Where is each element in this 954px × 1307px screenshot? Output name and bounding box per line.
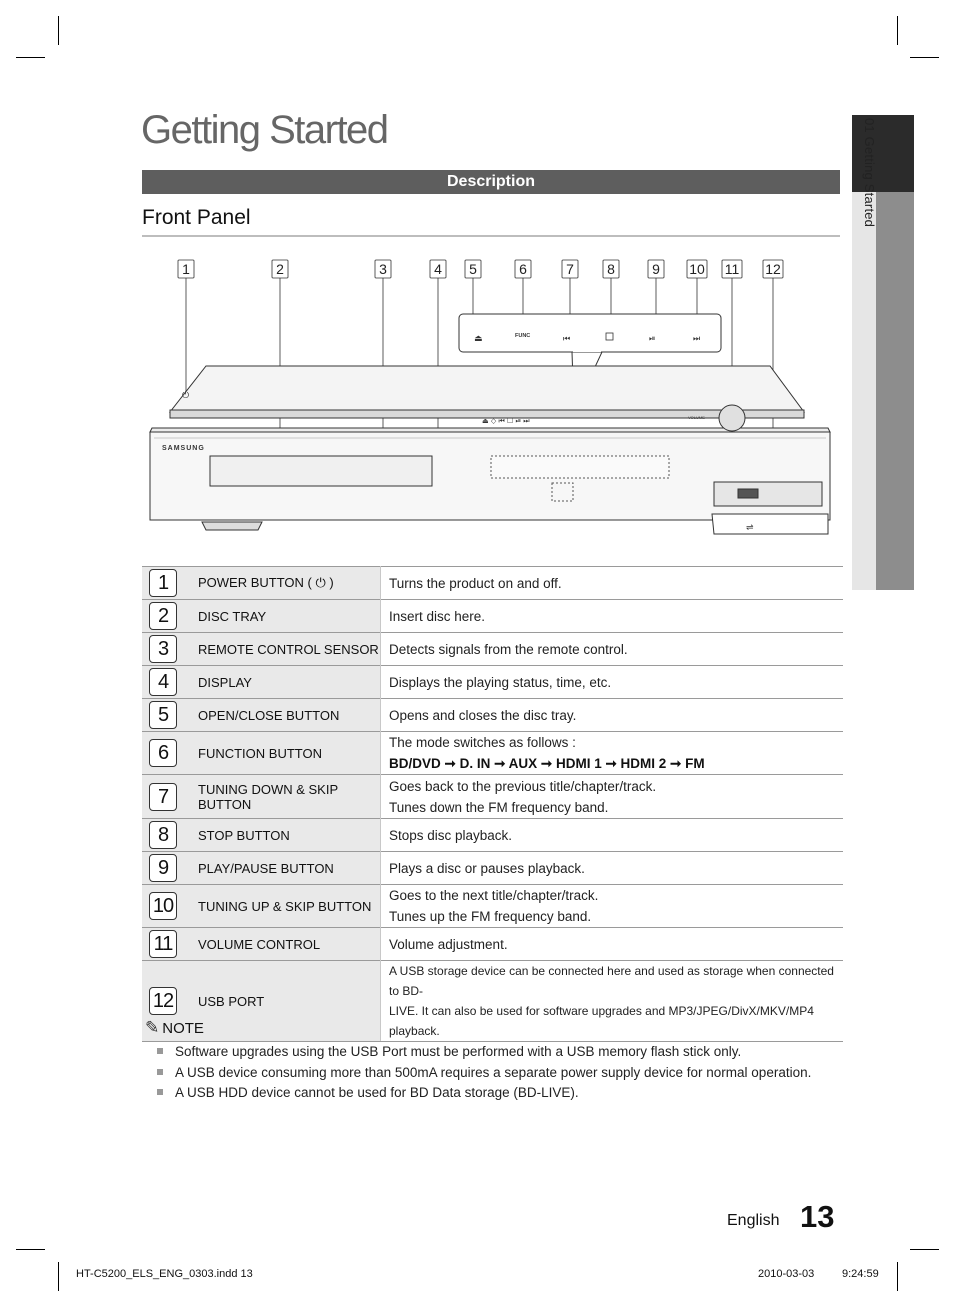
feature-description [381, 819, 844, 852]
svg-text:⏭: ⏭ [693, 334, 701, 343]
description-line: Tunes down the FM frequency band. [389, 799, 609, 815]
description-line: Stops disc playback. [389, 827, 513, 843]
svg-text:⇌: ⇌ [746, 523, 754, 533]
callout-number: 5 [469, 261, 477, 277]
description-line: LIVE. It can also be used for software upgrades and MP3/JPEG/DivX/MKV/MP4 playback. [389, 1004, 814, 1038]
callout-number: 10 [689, 261, 705, 277]
feature-description [381, 567, 844, 600]
mode-sequence: BD/DVD ➞ D. IN ➞ AUX ➞ HDMI 1 ➞ HDMI 2 ➞ FM [389, 756, 705, 771]
feature-name: USB PORT [188, 961, 381, 1042]
feature-description [381, 600, 844, 633]
callout-number: 2 [276, 261, 284, 277]
footer-file: HT-C5200_ELS_ENG_0303.indd 13 [76, 1268, 253, 1280]
callout-number: 7 [566, 261, 574, 277]
description-line: Tunes up the FM frequency band. [389, 909, 592, 924]
feature-name: REMOTE CONTROL SENSOR [188, 633, 381, 666]
callout-number: 3 [379, 261, 387, 277]
callout-number: 9 [652, 261, 660, 277]
feature-description [381, 928, 844, 961]
table-row [142, 633, 843, 666]
callout-number: 12 [765, 261, 781, 277]
row-number-cell [142, 732, 188, 775]
svg-text:⏏ ◇ ⏮ ☐ ⏯ ⏭: ⏏ ◇ ⏮ ☐ ⏯ ⏭ [482, 417, 530, 425]
svg-text:⏯: ⏯ [649, 334, 656, 343]
feature-name: VOLUME CONTROL [188, 928, 381, 961]
front-panel-diagram [142, 252, 842, 542]
row-number-cell [142, 819, 188, 852]
feature-name: PLAY/PAUSE BUTTON [188, 852, 381, 885]
svg-text:⏏: ⏏ [474, 334, 483, 344]
description-line: Insert disc here. [389, 608, 486, 624]
feature-name: OPEN/CLOSE BUTTON [188, 699, 381, 732]
row-number-badge: 1 [149, 569, 177, 597]
svg-text:⏮: ⏮ [563, 334, 571, 343]
crop-mark [910, 1249, 939, 1250]
feature-description [381, 961, 844, 1042]
feature-description [381, 852, 844, 885]
table-row [142, 961, 843, 1042]
row-number-cell [142, 852, 188, 885]
table-row [142, 666, 843, 699]
table-row [142, 852, 843, 885]
feature-name: DISPLAY [188, 666, 381, 699]
footer-language: English [727, 1212, 780, 1229]
footer-time: 9:24:59 [842, 1268, 879, 1280]
callout-number: 1 [182, 261, 190, 277]
row-number-badge: 6 [149, 739, 177, 767]
note-heading [145, 1018, 204, 1038]
description-line: Displays the playing status, time, etc. [389, 674, 612, 690]
feature-name: FUNCTION BUTTON [188, 732, 381, 775]
row-number-badge: 3 [149, 635, 177, 663]
side-tab-gray [876, 192, 914, 590]
feature-name: TUNING DOWN & SKIP BUTTON [188, 775, 381, 819]
row-number-cell [142, 928, 188, 961]
crop-mark [58, 16, 59, 45]
callout-number: 8 [607, 261, 615, 277]
table-row [142, 732, 843, 775]
callout-number: 4 [434, 261, 442, 277]
row-number-badge: 2 [149, 602, 177, 630]
description-line: The mode switches as follows : [389, 735, 576, 750]
row-number-badge: 10 [149, 892, 177, 920]
crop-mark [897, 1262, 898, 1291]
feature-name: POWER BUTTON ( ⏻ ) [188, 567, 381, 600]
feature-description [381, 699, 844, 732]
table-row [142, 819, 843, 852]
description-line: Opens and closes the disc tray. [389, 707, 577, 723]
page-number: 13 [800, 1199, 835, 1234]
row-number-cell [142, 775, 188, 819]
crop-mark [16, 1249, 45, 1250]
table-row [142, 928, 843, 961]
description-line: Detects signals from the remote control. [389, 641, 628, 657]
svg-text:FUNC: FUNC [515, 333, 531, 339]
pencil-icon: ✎ [145, 1018, 160, 1037]
player-body [150, 366, 830, 534]
feature-description [381, 666, 844, 699]
description-line: A USB storage device can be connected here and used as storage when connected to BD- [389, 964, 834, 998]
table-row [142, 600, 843, 633]
crop-mark [16, 57, 45, 58]
table-row [142, 567, 843, 600]
row-number-badge: 7 [149, 783, 177, 811]
table-row [142, 775, 843, 819]
feature-name: TUNING UP & SKIP BUTTON [188, 885, 381, 928]
feature-name: DISC TRAY [188, 600, 381, 633]
footer-date: 2010-03-03 [758, 1268, 815, 1280]
crop-mark [58, 1262, 59, 1291]
row-number-cell [142, 885, 188, 928]
svg-text:⏻: ⏻ [182, 391, 190, 401]
callout-group [178, 260, 783, 278]
row-number-badge: 4 [149, 668, 177, 696]
feature-description [381, 732, 844, 775]
section-subtitle: Front Panel [142, 206, 251, 229]
description-line: Plays a disc or pauses playback. [389, 860, 585, 876]
row-number-cell [142, 633, 188, 666]
note-item: A USB HDD device cannot be used for BD Data storage (BD-LIVE). [155, 1083, 811, 1104]
table-row [142, 699, 843, 732]
row-number-cell [142, 600, 188, 633]
row-number-cell [142, 567, 188, 600]
row-number-badge: 12 [149, 987, 177, 1015]
row-number-badge: 9 [149, 854, 177, 882]
feature-name: STOP BUTTON [188, 819, 381, 852]
row-number-badge: 8 [149, 821, 177, 849]
feature-description [381, 775, 844, 819]
crop-mark [897, 16, 898, 45]
note-item: A USB device consuming more than 500mA requires a separate power supply device for normal operation. [155, 1063, 811, 1084]
description-line: Goes back to the previous title/chapter/track. [389, 778, 657, 794]
note-item: Software upgrades using the USB Port must be performed with a USB memory flash stick only. [155, 1042, 811, 1063]
description-line: Goes to the next title/chapter/track. [389, 888, 599, 903]
callout-number: 6 [519, 261, 527, 277]
page-title: Getting Started [141, 108, 388, 152]
row-number-badge: 5 [149, 701, 177, 729]
subtitle-rule [142, 235, 840, 237]
description-line: Volume adjustment. [389, 936, 508, 952]
svg-text:SAMSUNG: SAMSUNG [162, 445, 205, 452]
row-number-cell [142, 699, 188, 732]
feature-description [381, 885, 844, 928]
row-number-badge: 11 [149, 930, 177, 958]
callout-number: 11 [724, 261, 740, 277]
note-list [155, 1042, 811, 1104]
side-tab-label: 01 Getting Started [862, 118, 877, 228]
crop-mark [910, 57, 939, 58]
table-row [142, 885, 843, 928]
row-number-cell [142, 666, 188, 699]
section-bar: Description [142, 170, 840, 194]
feature-table [142, 566, 843, 1042]
svg-text:VOLUME: VOLUME [688, 415, 705, 420]
feature-description [381, 633, 844, 666]
note-title: NOTE [162, 1020, 204, 1037]
description-line: Turns the product on and off. [389, 575, 562, 591]
